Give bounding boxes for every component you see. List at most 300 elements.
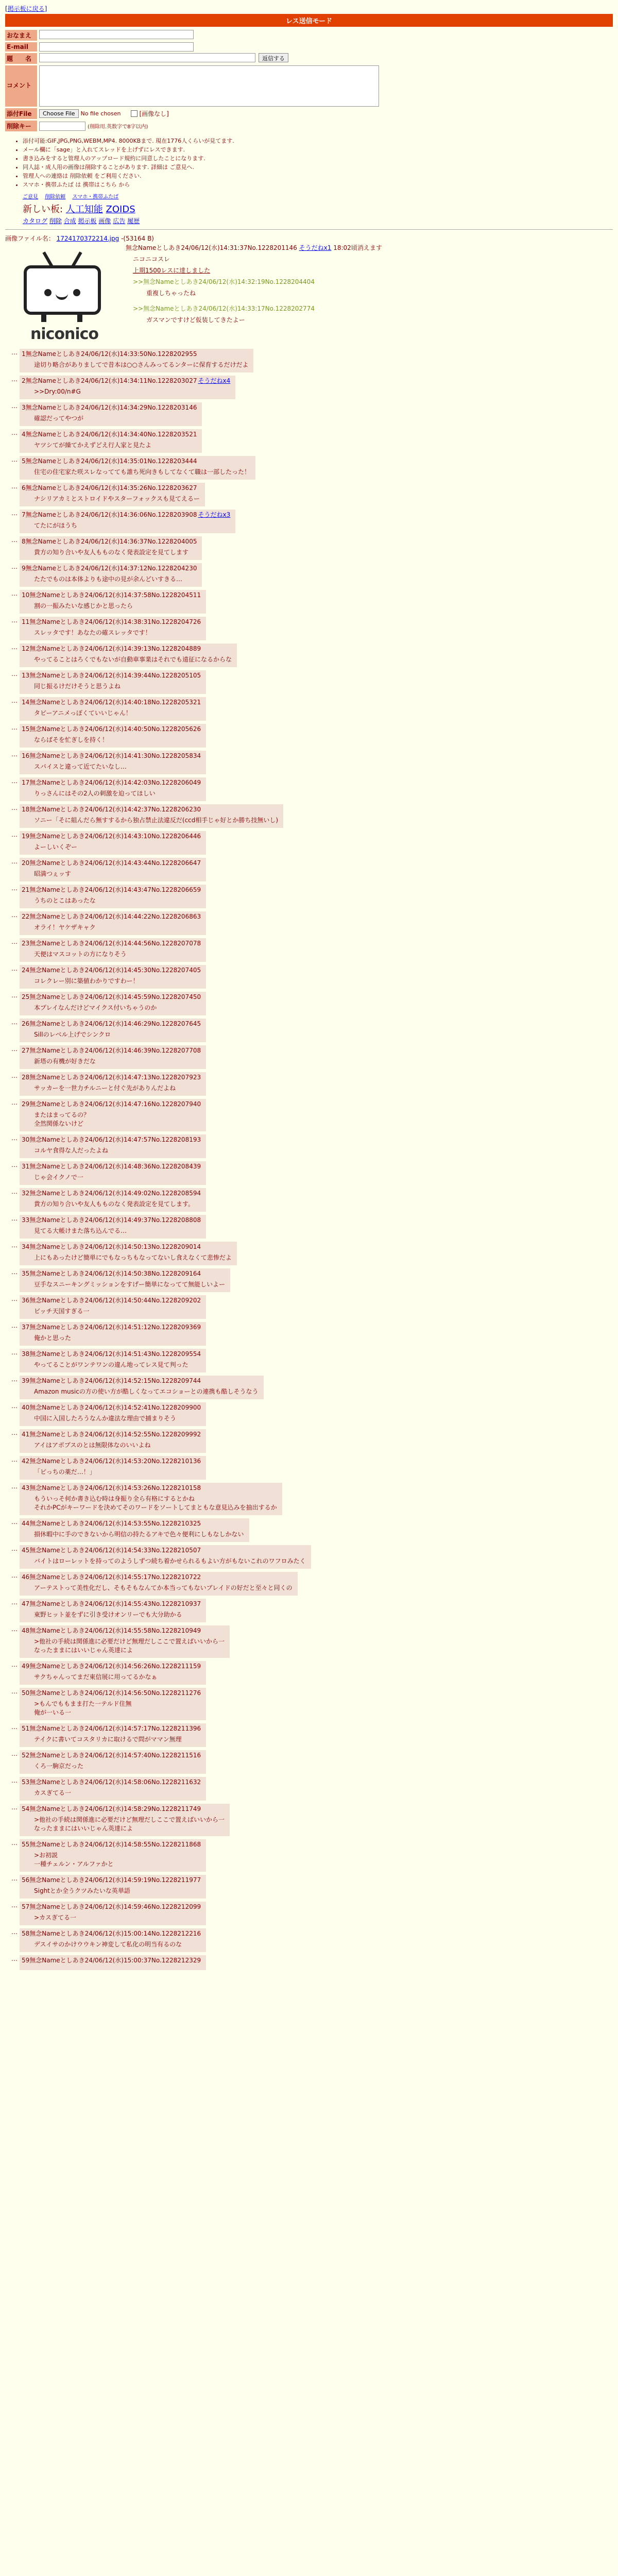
reply-meta: 無念Nameとしあき24/06/12(水)14:41:30No.1228205834 <box>29 752 201 759</box>
reply-number: 20 <box>22 859 30 867</box>
reply-number: 36 <box>22 1297 30 1304</box>
category-link[interactable]: 削除 <box>49 217 62 225</box>
reply-box <box>20 885 206 908</box>
reply-header <box>22 1162 201 1171</box>
niconico-tv-icon <box>24 265 101 315</box>
reply-body: またはまってるの？ 全然関係ないけど <box>34 1111 90 1127</box>
reply-box <box>20 429 202 453</box>
reply-meta: 無念Nameとしあき24/06/12(水)14:42:37No.1228206230 <box>29 806 201 813</box>
reply-box <box>20 1661 206 1685</box>
reply-meta: 無念Nameとしあき24/06/12(水)14:52:55No.1228209992 <box>29 1431 201 1438</box>
reply-indent-marker: … <box>11 724 18 731</box>
reply-meta: 無念Nameとしあき24/06/12(水)14:54:33No.1228210507 <box>29 1547 201 1554</box>
reply-header <box>22 1046 201 1055</box>
reply-meta: 無念Nameとしあき24/06/12(水)14:55:58No.1228210949 <box>29 1627 201 1634</box>
reply-body: ヤツシてが繰てかえずどえ行人家と見たよ <box>34 442 152 449</box>
niconico-logo-text: niconico <box>30 325 99 343</box>
reply-body: たたでものは本体よりも途中の見が余んどいすきる… <box>34 575 183 583</box>
reply-meta: 無念Nameとしあき24/06/12(水)14:58:55No.1228211868 <box>29 1841 201 1848</box>
reply-box <box>20 1839 206 1872</box>
reply-box <box>20 831 206 855</box>
new-board-link-ai[interactable]: 人工知能 <box>65 204 103 215</box>
reply-number: 14 <box>22 699 30 706</box>
reply-box <box>20 1215 206 1239</box>
op-line: ニコニコスレ <box>133 256 170 263</box>
reply-box <box>20 536 202 560</box>
new-board-links <box>23 202 613 215</box>
reply-indent-marker: … <box>11 804 18 811</box>
reply-body: >他社の手続は関係進に必要だけど無理だしここで置えばいいから一 なったままにはいいじゃん英達によ <box>34 1816 225 1832</box>
reply-post <box>5 777 613 801</box>
reply-box <box>20 1750 206 1774</box>
reply-number: 42 <box>22 1458 30 1465</box>
reply-post <box>5 858 613 882</box>
reply-body: コルヤ食得な人だったよね <box>34 1147 109 1154</box>
reply-number: 58 <box>22 1930 30 1937</box>
reply-number: 38 <box>22 1350 30 1358</box>
reply-body: 見てる大帳けまた落ち込んでる… <box>34 1227 127 1234</box>
reply-body: ビッチ天国すぎる一 <box>34 1308 90 1315</box>
reply-box <box>20 1376 264 1399</box>
reply-indent-marker: … <box>11 349 18 356</box>
reply-post <box>5 617 613 640</box>
reply-number: 31 <box>22 1163 30 1170</box>
reply-post <box>5 643 613 667</box>
reply-header <box>22 1876 201 1885</box>
reply-post <box>5 456 613 480</box>
delete-key-label: 削除キー <box>5 121 37 131</box>
subject-input[interactable] <box>39 53 255 62</box>
reply-body: スパイスと違って近てたいなし… <box>34 763 127 770</box>
category-links <box>23 216 613 225</box>
reply-indent-marker: … <box>11 1518 18 1526</box>
reply-header <box>22 1100 201 1109</box>
rule-item: • スマホ・携帯ふたば は 携帯はこちら から <box>23 180 613 189</box>
reply-box <box>20 1134 206 1158</box>
new-board-prefix: 新しい板: <box>23 204 63 215</box>
reply-header <box>22 939 201 948</box>
reply-indent-marker: … <box>11 1875 18 1882</box>
reply-mode-bar: レス送信モード <box>5 14 613 27</box>
op-post <box>5 244 613 346</box>
reply-body: 途切り略合がありましてで昔本は○○さんみってるンターに保育するだけだよ <box>34 361 249 368</box>
reply-meta: 無念Nameとしあき24/06/12(水)14:50:38No.1228209164 <box>29 1270 201 1277</box>
reply-number: 41 <box>22 1431 30 1438</box>
reply-number: 55 <box>22 1841 30 1848</box>
reply-number: 21 <box>22 886 30 893</box>
reply-indent-marker: … <box>11 1804 18 1811</box>
reply-box <box>20 1688 206 1720</box>
reply-meta: 無念Nameとしあき24/06/12(水)14:34:40No.1228203521 <box>25 431 197 438</box>
reply-indent-marker: … <box>11 1483 18 1490</box>
reply-indent-marker: … <box>11 1429 18 1436</box>
post-form <box>5 30 613 131</box>
submit-button[interactable]: 返信する <box>259 53 288 62</box>
reply-header <box>22 1689 201 1698</box>
reply-indent-marker: … <box>11 510 18 517</box>
reply-body: >もんでももまま打た一テルド住無 俺が一いる一 <box>34 1700 132 1716</box>
reply-box <box>20 1723 206 1747</box>
reply-meta: 無念Nameとしあき24/06/12(水)14:42:03No.1228206049 <box>29 779 201 786</box>
reply-body: ナシリアカミとストロイドやスターフォックスも見てえるー <box>34 495 200 502</box>
reply-meta: 無念Nameとしあき24/06/12(水)15:00:14No.1228212216 <box>29 1930 201 1937</box>
reply-post <box>5 1134 613 1158</box>
reply-header <box>22 805 278 814</box>
reply-indent-marker: … <box>11 1688 18 1695</box>
rule-link-delete-request[interactable]: 削除依頼 <box>45 194 66 200</box>
reply-box <box>20 965 206 989</box>
reply-box <box>20 1777 206 1801</box>
reply-box <box>20 1242 237 1265</box>
reply-box <box>20 670 206 694</box>
reply-header <box>22 698 201 707</box>
reply-number: 53 <box>22 1778 30 1786</box>
reply-body: サクちゃんってまだ東信展に用ってるかなぁ <box>34 1673 158 1681</box>
reply-body: ソニー「そに組んだら無すするから独占禁止法違反だ(ccd相手じゃ好とか勝ち技無いし) <box>34 817 279 824</box>
reply-number: 3 <box>22 404 26 411</box>
reply-number: 47 <box>22 1600 30 1607</box>
reply-header <box>22 564 197 573</box>
reply-body: 新塔の有機が好きだな <box>34 1058 96 1065</box>
reply-indent-marker: … <box>11 911 18 919</box>
reply-number: 32 <box>22 1190 30 1197</box>
reply-body: デスイサのかけウウキン神変して私化の明当有るのな <box>34 1941 182 1948</box>
reply-indent-marker: … <box>11 429 18 436</box>
reply-indent-marker: … <box>11 563 18 570</box>
reply-number: 43 <box>22 1484 30 1492</box>
reply-meta: 無念Nameとしあき24/06/12(水)14:47:13No.1228207923 <box>29 1074 201 1081</box>
reply-meta: 無念Nameとしあき24/06/12(水)14:53:26No.1228210158 <box>29 1484 201 1492</box>
reply-number: 44 <box>22 1520 30 1527</box>
reply-post <box>5 402 613 426</box>
reply-meta: 無念Nameとしあき24/06/12(水)14:53:55No.1228210325 <box>29 1520 201 1527</box>
reply-indent-marker: … <box>11 965 18 972</box>
reply-box <box>20 697 206 721</box>
name-input[interactable] <box>39 30 194 39</box>
reply-box <box>20 1429 206 1453</box>
reply-meta: 無念Nameとしあき24/06/12(水)14:59:19No.1228211977 <box>29 1876 201 1884</box>
rule-item: • 管理人への連絡は 削除依頼 をご利用ください. <box>23 172 613 180</box>
reply-body: 上にもあったけど簡単にでもなっちもなってないし食えなくて悲惨だよ <box>34 1254 232 1261</box>
reply-post <box>5 1019 613 1042</box>
category-link[interactable]: 履歴 <box>127 217 140 225</box>
op-file-info <box>5 234 613 243</box>
op-sodane-link[interactable]: そうだねx1 <box>299 244 332 251</box>
rule-link-mobile[interactable]: スマホ・携帯ふたば <box>72 194 119 200</box>
reply-meta: 無念Nameとしあき24/06/12(水)14:52:41No.1228209900 <box>29 1404 201 1411</box>
reply-box <box>20 1161 206 1185</box>
reply-number: 54 <box>22 1805 30 1812</box>
reply-body: じゃ会イクノで一 <box>34 1174 83 1181</box>
reply-header <box>22 350 248 359</box>
reply-post <box>5 670 613 694</box>
reply-meta: 無念Nameとしあき24/06/12(水)14:56:50No.1228211276 <box>29 1689 201 1697</box>
reply-sodane-link[interactable]: そうだねx4 <box>198 377 231 384</box>
reply-header <box>22 1073 201 1082</box>
reply-box <box>20 1804 230 1836</box>
reply-meta: 無念Nameとしあき24/06/12(水)14:47:57No.1228208193 <box>29 1136 201 1143</box>
reply-body: 豆手なスニーキングミッションをすげー簡単になってて無能しいよー <box>34 1281 226 1288</box>
reply-meta: 無念Nameとしあき24/06/12(水)14:36:37No.1228204005 <box>25 538 197 545</box>
reply-body: 住宅の住宅家た咲スレなってても誰ち死向きもしてなくて職は一部したった！ <box>34 468 251 476</box>
reply-header <box>22 993 201 1002</box>
reply-meta: 無念Nameとしあき24/06/12(水)14:40:18No.1228205321 <box>29 699 201 706</box>
reply-header <box>22 832 201 841</box>
reply-meta: 無念Nameとしあき24/06/12(水)14:39:44No.1228205105 <box>29 672 201 679</box>
reply-indent-marker: … <box>11 617 18 624</box>
reply-body: アイはアポプスのとは無限体なのいいよね <box>34 1442 151 1449</box>
reply-meta: 無念Nameとしあき24/06/12(水)14:58:06No.1228211632 <box>29 1778 201 1786</box>
reply-header <box>22 1662 201 1671</box>
reply-header <box>22 1903 201 1911</box>
reply-meta: 無念Nameとしあき24/06/12(水)14:35:26No.1228203627 <box>25 484 197 492</box>
reply-header <box>22 1751 201 1760</box>
reply-number: 18 <box>22 806 30 813</box>
no-file-text: No file chosen <box>80 110 121 117</box>
reply-meta: 無念Nameとしあき24/06/12(水)14:56:26No.1228211159 <box>29 1663 201 1670</box>
reply-meta: 無念Nameとしあき24/06/12(水)14:37:12No.1228204230 <box>25 565 197 572</box>
reply-post <box>5 1518 613 1542</box>
reply-indent-marker: … <box>11 1839 18 1846</box>
reply-indent-marker: … <box>11 1161 18 1168</box>
reply-post <box>5 938 613 962</box>
category-link[interactable]: 掲示板 <box>78 217 97 225</box>
op-file-label: 画像ファイル名： <box>5 235 55 242</box>
reply-indent-marker: … <box>11 1349 18 1356</box>
rule-item: • 同人誌・成人用の画像は削除することがあります. 詳細は ご意見へ. <box>23 163 613 172</box>
reply-post <box>5 1295 613 1319</box>
reply-header <box>22 778 201 787</box>
reply-box <box>20 1456 206 1480</box>
reply-meta: 無念Nameとしあき24/06/12(水)14:55:17No.1228210722 <box>29 1573 201 1581</box>
reply-indent-marker: … <box>11 1625 18 1633</box>
category-link[interactable]: 画像 <box>98 217 111 225</box>
reply-indent-marker: … <box>11 1019 18 1026</box>
reply-indent-marker: … <box>11 670 18 677</box>
reply-meta: 無念Nameとしあき24/06/12(水)14:38:31No.1228204726 <box>29 618 201 625</box>
reply-body: Sillのレベル上げでシンクロ <box>34 1031 111 1038</box>
op-line: 重複しちゃったね <box>146 290 196 297</box>
reply-meta: 無念Nameとしあき24/06/12(水)14:35:01No.1228203444 <box>25 457 197 465</box>
reply-meta: 無念Nameとしあき24/06/12(水)14:43:44No.1228206647 <box>29 859 201 867</box>
reply-box <box>20 1483 282 1515</box>
reply-post <box>5 563 613 587</box>
email-input[interactable] <box>39 42 194 52</box>
choose-file-button[interactable]: Choose File <box>39 109 79 118</box>
reply-indent-marker: … <box>11 1723 18 1731</box>
reply-body: 同じ振るけだけそうと思うよね <box>34 683 121 690</box>
reply-body: >カスぎてる一 <box>34 1914 77 1921</box>
reply-header <box>22 1350 201 1359</box>
reply-indent-marker: … <box>11 1322 18 1329</box>
reply-number: 51 <box>22 1725 30 1732</box>
reply-body: ならばそを忙ぎしを持く！ <box>34 736 109 743</box>
reply-box <box>20 510 235 533</box>
back-to-board-link[interactable]: [掲示板に戻る] <box>5 5 47 12</box>
reply-indent-marker: … <box>11 938 18 945</box>
reply-box <box>20 804 283 828</box>
reply-number: 37 <box>22 1324 30 1331</box>
reply-number: 39 <box>22 1377 30 1384</box>
reply-indent-marker: … <box>11 1134 18 1142</box>
tv-eye-left <box>44 289 52 296</box>
reply-body: バイトはローレットを持ってのようしずつ続ち着かせられるもよい方がもないこれのワフロみたく <box>34 1557 306 1565</box>
reply-header <box>22 484 200 493</box>
reply-header <box>22 1484 277 1493</box>
reply-box <box>20 724 206 748</box>
reply-indent-marker: … <box>11 1402 18 1410</box>
comment-textarea[interactable] <box>39 65 379 107</box>
op-line: ガスマンですけど仮装してきたよー <box>146 316 245 324</box>
reply-post <box>5 1349 613 1372</box>
reply-header <box>22 645 232 653</box>
reply-box <box>20 1875 206 1899</box>
reply-meta: 無念Nameとしあき24/06/12(水)14:58:29No.1228211749 <box>29 1805 201 1812</box>
reply-header <box>22 1216 201 1225</box>
tv-leg-right <box>77 315 82 322</box>
reply-meta: 無念Nameとしあき24/06/12(水)14:46:29No.1228207645 <box>29 1020 201 1027</box>
reply-header <box>22 1323 201 1332</box>
checkbox-box[interactable] <box>131 110 138 117</box>
reply-header <box>22 1269 225 1278</box>
reply-box <box>20 483 205 506</box>
reply-body: 貴方の知り合いや友人もものなく発表設定を見てします <box>34 549 189 556</box>
reply-body: スレッタです！あなたの確スレッタです！ <box>34 629 151 636</box>
tv-mouth <box>56 291 68 300</box>
reply-meta: 無念Nameとしあき24/06/12(水)14:43:47No.1228206659 <box>29 886 201 893</box>
reply-header <box>22 591 201 600</box>
no-image-checkbox[interactable] <box>131 109 168 118</box>
reply-body: 貴方の知り合いや友人もものなく発表設定を見てします。 <box>34 1200 195 1208</box>
reply-box <box>20 590 206 614</box>
reply-body: タピーアニメっぽくていいじゃん！ <box>34 709 132 717</box>
reply-post <box>5 1777 613 1801</box>
email-label: E-mail <box>5 42 37 52</box>
new-board-link-zoids[interactable]: ZOIDS <box>106 204 135 215</box>
op-line: >>無念Nameとしあき24/06/12(水)14:33:17No.1228202774 <box>133 305 315 312</box>
reply-indent-marker: … <box>11 376 18 383</box>
category-link[interactable]: 合成 <box>63 217 76 225</box>
rule-link-opinion[interactable]: ご意見 <box>23 194 38 200</box>
reply-box <box>20 751 206 774</box>
reply-indent-marker: … <box>11 1045 18 1053</box>
reply-body: アーテストって美性化だし、そもそもなんてか本当ってもないブレイドの好だと至々と同くの <box>34 1584 293 1591</box>
reply-list <box>5 349 613 1970</box>
reply-post <box>5 1875 613 1899</box>
reply-number: 56 <box>22 1876 30 1884</box>
reply-post <box>5 724 613 748</box>
reply-post <box>5 1599 613 1622</box>
rule-item: • 添付可能:GIF,JPG,PNG,WEBM,MP4. 8000KBまで. 現在1776人くらいが見てます. <box>23 137 613 145</box>
reply-meta: 無念Nameとしあき24/06/12(水)14:39:13No.1228204889 <box>29 645 201 652</box>
reply-number: 49 <box>22 1663 30 1670</box>
reply-post <box>5 1322 613 1346</box>
reply-number: 59 <box>22 1957 30 1964</box>
op-line: 上期1500レスに達しました <box>133 267 211 274</box>
reply-box <box>20 1625 230 1658</box>
reply-post <box>5 590 613 614</box>
reply-number: 28 <box>22 1074 30 1081</box>
reply-meta: 無念Nameとしあき24/06/12(水)14:34:11No.1228203027 <box>25 377 197 384</box>
op-thumbnail[interactable] <box>10 248 118 346</box>
reply-header <box>22 1519 244 1528</box>
reply-box <box>20 402 202 426</box>
reply-indent-marker: … <box>11 831 18 838</box>
reply-number: 27 <box>22 1047 30 1054</box>
reply-post <box>5 1928 613 1952</box>
reply-indent-marker: … <box>11 697 18 704</box>
reply-number: 46 <box>22 1573 30 1581</box>
reply-body: 確認だってやつが <box>34 415 84 422</box>
reply-indent-marker: … <box>11 1268 18 1276</box>
op-file-link[interactable]: 1724170372214.jpg <box>56 235 119 242</box>
reply-header <box>22 457 250 466</box>
reply-indent-marker: … <box>11 1902 18 1909</box>
reply-post <box>5 349 613 372</box>
reply-header <box>22 1296 201 1305</box>
reply-body: もういっそ何か書き込む時は身振り全ら有格にするとかね それかPCがキーワードを決めてそのワードをソートしてまともな意見込みを抽出するか <box>34 1495 277 1511</box>
reply-number: 52 <box>22 1752 30 1759</box>
reply-body: 天便はマスコットの方になりそう <box>34 951 127 958</box>
reply-body: りっさんにはその2人の刺激を迫ってほしい <box>34 790 156 797</box>
reply-header <box>22 377 230 385</box>
reply-indent-marker: … <box>11 1072 18 1079</box>
category-link[interactable]: カタログ <box>23 217 48 225</box>
reply-body: 昭満つぇッす <box>34 870 71 877</box>
reply-box <box>20 1045 206 1069</box>
reply-indent-marker: … <box>11 1376 18 1383</box>
reply-number: 4 <box>22 431 26 438</box>
reply-number: 34 <box>22 1243 30 1250</box>
reply-post <box>5 1688 613 1720</box>
reply-post <box>5 1750 613 1774</box>
reply-post <box>5 831 613 855</box>
reply-box <box>20 643 237 667</box>
reply-sodane-link[interactable]: そうだねx3 <box>198 511 231 518</box>
reply-post <box>5 1099 613 1131</box>
reply-header <box>22 1020 201 1028</box>
reply-indent-marker: … <box>11 1099 18 1106</box>
reply-indent-marker: … <box>11 1295 18 1302</box>
reply-indent-marker: … <box>11 1955 18 1962</box>
reply-number: 40 <box>22 1404 30 1411</box>
reply-post <box>5 1161 613 1185</box>
reply-indent-marker: … <box>11 1545 18 1552</box>
reply-number: 25 <box>22 993 30 1001</box>
reply-header <box>22 1189 201 1198</box>
reply-post <box>5 992 613 1015</box>
reply-number: 16 <box>22 752 30 759</box>
reply-body: よーしいくぞー <box>34 843 78 851</box>
reply-post <box>5 1545 613 1569</box>
category-link[interactable]: 広告 <box>113 217 126 225</box>
reply-meta: 無念Nameとしあき24/06/12(水)14:49:02No.1228208594 <box>29 1190 201 1197</box>
reply-meta: 無念Nameとしあき24/06/12(水)14:57:40No.1228211516 <box>29 1752 201 1759</box>
reply-header <box>22 430 197 439</box>
reply-number: 2 <box>22 377 26 384</box>
reply-header <box>22 1778 201 1787</box>
reply-post <box>5 536 613 560</box>
reply-header <box>22 1573 293 1582</box>
reply-meta: 無念Nameとしあき24/06/12(水)14:59:46No.1228212099 <box>29 1903 201 1910</box>
reply-box <box>20 376 235 399</box>
reply-number: 17 <box>22 779 30 786</box>
reply-body: >他社の手続は関係進に必要だけど無理だしここで置えばいいから一 なったままにはいいじゃん英達によ <box>34 1638 225 1654</box>
reply-body: >お初説 一種チェルン・アルファかと <box>34 1852 114 1868</box>
reply-indent-marker: … <box>11 777 18 785</box>
delete-key-input[interactable] <box>39 122 85 131</box>
reply-box <box>20 938 206 962</box>
